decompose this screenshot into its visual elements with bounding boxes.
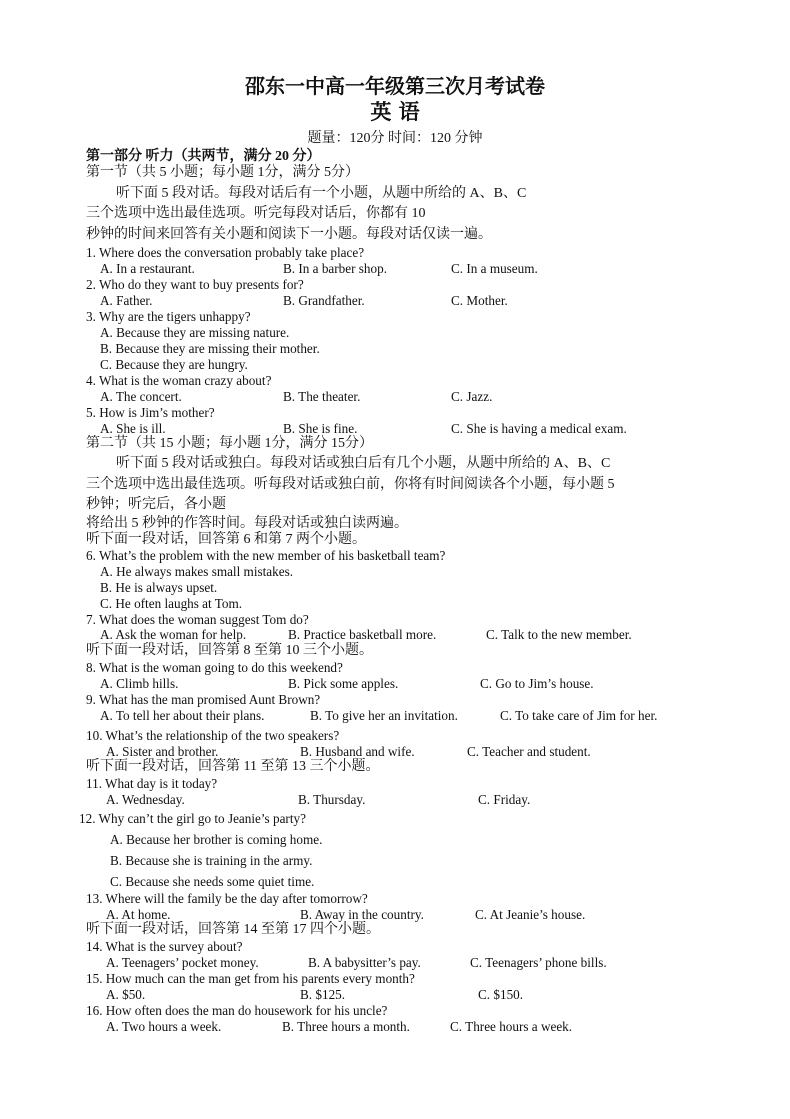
option-a: A. To tell her about their plans. xyxy=(100,708,265,723)
option-c: C. Because she needs some quiet time. xyxy=(110,874,315,889)
question-stem: 6. What’s the problem with the new member of his basketball team? xyxy=(86,548,446,563)
option-b: B. Three hours a month. xyxy=(282,1019,410,1034)
option-c: C. Jazz. xyxy=(451,389,493,404)
section2-instruction-line: 将给出 5 秒钟的作答时间。每段对话或独白读两遍。 xyxy=(86,516,408,531)
subject-title: 英 语 xyxy=(370,99,420,124)
option-a: A. She is ill. xyxy=(100,421,166,436)
question-stem: 13. Where will the family be the day after tomorrow? xyxy=(86,891,368,906)
question-stem: 3. Why are the tigers unhappy? xyxy=(86,309,251,324)
option-a: A. He always makes small mistakes. xyxy=(100,564,294,579)
question-stem: 2. Who do they want to buy presents for? xyxy=(86,277,304,292)
option-a: A. The concert. xyxy=(100,389,182,404)
option-c: C. $150. xyxy=(478,987,524,1002)
question-stem: 10. What’s the relationship of the two speakers? xyxy=(86,728,340,743)
option-b: B. $125. xyxy=(300,987,346,1002)
option-b: B. Husband and wife. xyxy=(300,744,415,759)
option-c: C. Teenagers’ phone bills. xyxy=(470,955,607,970)
option-a: A. Ask the woman for help. xyxy=(100,627,247,642)
question-stem: 4. What is the woman crazy about? xyxy=(86,373,272,388)
option-b: B. Because they are missing their mother. xyxy=(100,341,320,356)
group-instruction: 听下面一段对话，回答第 8 至第 10 三个小题。 xyxy=(86,643,373,658)
option-a: A. Teenagers’ pocket money. xyxy=(106,955,259,970)
question-stem: 12. Why can’t the girl go to Jeanie’s party? xyxy=(79,811,306,826)
option-b: B. She is fine. xyxy=(283,421,358,436)
option-c: C. At Jeanie’s house. xyxy=(475,907,586,922)
option-a: A. $50. xyxy=(106,987,146,1002)
option-b: B. To give her an invitation. xyxy=(310,708,458,723)
option-c: C. Three hours a week. xyxy=(450,1019,573,1034)
option-c: C. Mother. xyxy=(451,293,508,308)
option-b: B. A babysitter’s pay. xyxy=(308,955,421,970)
question-stem: 7. What does the woman suggest Tom do? xyxy=(86,612,309,627)
question-stem: 11. What day is it today? xyxy=(86,776,218,791)
option-c: C. To take care of Jim for her. xyxy=(500,708,658,723)
option-b: B. Thursday. xyxy=(298,792,366,807)
option-c: C. Teacher and student. xyxy=(467,744,591,759)
exam-title: 邵东一中高一年级第三次月考试卷 xyxy=(245,74,545,98)
option-c: C. Because they are hungry. xyxy=(100,357,248,372)
option-b: B. In a barber shop. xyxy=(283,261,388,276)
question-stem: 9. What has the man promised Aunt Brown? xyxy=(86,692,321,707)
option-b: B. Practice basketball more. xyxy=(288,627,437,642)
option-b: B. Away in the country. xyxy=(300,907,424,922)
section2-instruction-line: 三个选项中选出最佳选项。听每段对话或独白前，你将有时间阅读各个小题，每小题 5 xyxy=(86,477,615,492)
section2-heading: 第二节（共 15 小题；每小题 1分，满分 15分） xyxy=(86,436,373,451)
exam-meta: 题量：120分 时间：120 分钟 xyxy=(307,131,483,146)
section2-instruction-line: 秒钟；听完后，各小题 xyxy=(86,497,226,512)
section1-heading: 第一节（共 5 小题；每小题 1分，满分 5分） xyxy=(86,165,359,180)
question-stem: 8. What is the woman going to do this weekend? xyxy=(86,660,343,675)
group-instruction: 听下面一段对话，回答第 11 至第 13 三个小题。 xyxy=(86,759,380,774)
question-stem: 16. How often does the man do housework for his uncle? xyxy=(86,1003,388,1018)
question-stem: 14. What is the survey about? xyxy=(86,939,243,954)
option-b: B. Pick some apples. xyxy=(288,676,399,691)
option-a: A. Wednesday. xyxy=(106,792,185,807)
option-a: A. Because her brother is coming home. xyxy=(110,832,323,847)
section2-instruction-line: 听下面 5 段对话或独白。每段对话或独白后有几个小题，从题中所给的 A、B、C xyxy=(116,456,611,471)
part1-heading: 第一部分 听力（共两节，满分 20 分） xyxy=(86,149,321,164)
option-a: A. Climb hills. xyxy=(100,676,179,691)
section1-instruction-line: 三个选项中选出最佳选项。听完每段对话后，你都有 10 xyxy=(86,206,426,221)
section1-instruction-line: 秒钟的时间来回答有关小题和阅读下一小题。每段对话仅读一遍。 xyxy=(86,227,492,242)
option-a: A. Father. xyxy=(100,293,153,308)
option-c: C. Friday. xyxy=(478,792,531,807)
option-c: C. She is having a medical exam. xyxy=(451,421,627,436)
option-b: B. Because she is training in the army. xyxy=(110,853,313,868)
option-a: A. At home. xyxy=(106,907,171,922)
option-c: C. In a museum. xyxy=(451,261,538,276)
option-b: B. Grandfather. xyxy=(283,293,365,308)
question-stem: 1. Where does the conversation probably take place? xyxy=(86,245,365,260)
option-a: A. Two hours a week. xyxy=(106,1019,222,1034)
option-c: C. Talk to the new member. xyxy=(486,627,632,642)
question-stem: 5. How is Jim’s mother? xyxy=(86,405,215,420)
group-instruction: 听下面一段对话，回答第 14 至第 17 四个小题。 xyxy=(86,922,380,937)
option-c: C. Go to Jim’s house. xyxy=(480,676,594,691)
option-b: B. He is always upset. xyxy=(100,580,218,595)
option-b: B. The theater. xyxy=(283,389,361,404)
option-c: C. He often laughs at Tom. xyxy=(100,596,243,611)
group-instruction: 听下面一段对话，回答第 6 和第 7 两个小题。 xyxy=(86,532,366,547)
section1-instruction-line: 听下面 5 段对话。每段对话后有一个小题，从题中所给的 A、B、C xyxy=(116,186,527,201)
option-a: A. Sister and brother. xyxy=(106,744,219,759)
question-stem: 15. How much can the man get from his parents every month? xyxy=(86,971,415,986)
option-a: A. Because they are missing nature. xyxy=(100,325,290,340)
option-a: A. In a restaurant. xyxy=(100,261,195,276)
